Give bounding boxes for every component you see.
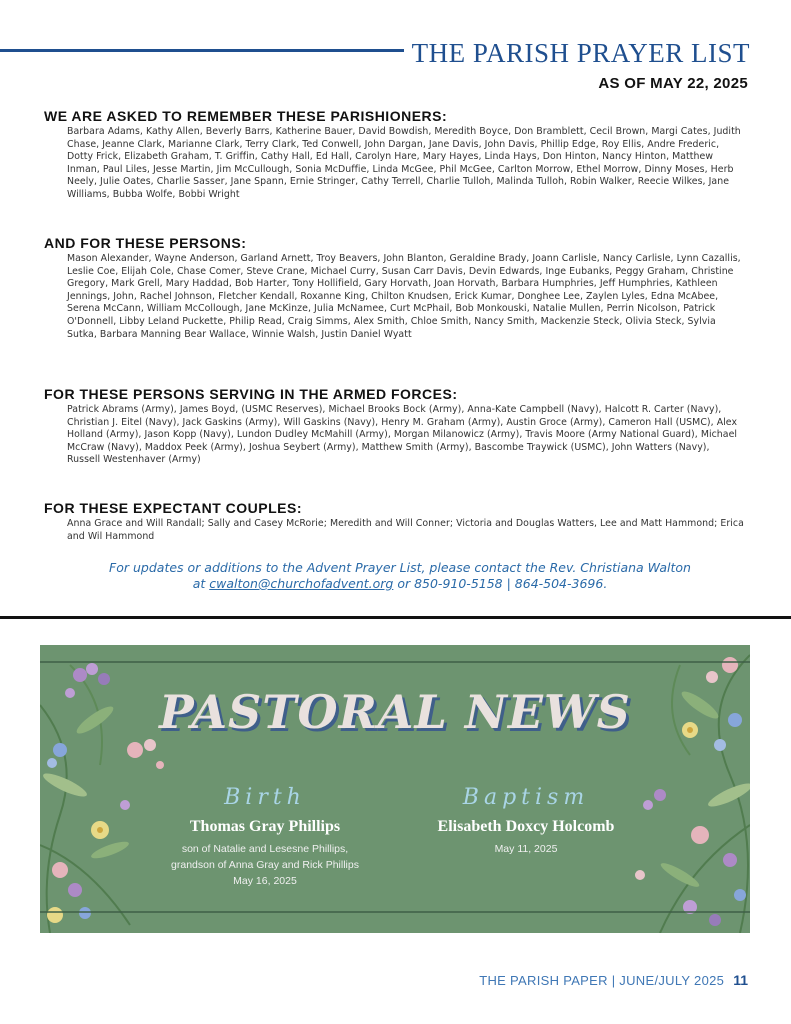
birth-announcement — [135, 785, 395, 889]
parishioners-names: Barbara Adams, Kathy Allen, Beverly Barrs, Katherine Bauer, David Bowdish, Meredith Boyce, Don Bramblett, Cecil Brown, Margi Cates, Judith Chase, Jeanne Clark, Marianne Clark, Terry Clark, Ted Conwell, John Dargan, Jane Davis, John Davis, Phillip Edge, Roy Ellis, Andre Frederic, Dotty Frick, Elizabeth Graham, T. Griffin, Cathy Hall, Ed Hall, Carolyn Hare, Mary Hayes, Linda Hays, Don Hinton, Nancy Hinton, Matthew Inman, Paul Liles, Jesse Martin, Jim McCullough, Sonia McDuffie, Linda McGee, Phil McGee, Carlton Morrow, Ethel Morrow, Dinny Moses, Herb Neely, Julie Oates, Charlie Sasser, Jane Spann, Ernie Stringer, Cathy Terrell, Charlie Tulloh, Malinda Tulloh, Robin Walker, Reecie Wilkes, Jane Williams, Bubba Wolfe, Bobbi Wright — [67, 126, 741, 200]
baptism-date: May 11, 2025 — [494, 843, 558, 855]
banner-bottom-band — [40, 911, 750, 913]
armed-forces-names: Patrick Abrams (Army), James Boyd, (USMC Reserves), Michael Brooks Bock (Army), Anna-Kate Campbell (Navy), Halcott R. Carter (Navy), Christian J. Eitel (Navy), Jack Gaskins (Army), Will Gaskins (Navy), Henry M. Graham (Army), Austin Groce (Army), Cameron Hall (USMC), Alex Holland (Army), Jason Kopp (Navy), Lundon Dudley McMahill (Army), Morgan Milanowicz (Army), Travis Moore (Army National Guard), Michael McCraw (Navy), Maddox Peek (Army), Joshua Seybert (Army), Matthew Smith (Army), Bascombe Traywick (USMC), John Watters (Navy), Russell Westenhaver (Army) — [67, 404, 738, 466]
birth-parents: son of Natalie and Lesesne Phillips, — [181, 843, 349, 855]
baptism-label: Baptism — [462, 785, 590, 810]
expectant-couples-names: Anna Grace and Will Randall; Sally and Casey McRorie; Meredith and Will Conner; Victoria and Douglas Watters, Lee and Matt Hammond; Erica and Wil Hammond — [67, 518, 744, 542]
birth-label: Birth — [224, 785, 306, 810]
page-number: 11 — [733, 972, 748, 988]
expectant-couples-heading: FOR THESE EXPECTANT COUPLES: — [44, 500, 302, 516]
contact-email-link[interactable]: cwalton@churchofadvent.org — [209, 576, 394, 591]
other-persons-section — [44, 235, 744, 341]
page-title: THE PARISH PRAYER LIST — [411, 38, 750, 68]
footer-publication: THE PARISH PAPER | JUNE/JULY 2025 — [479, 973, 725, 988]
contact-note — [44, 560, 756, 592]
pastoral-news-title: PASTORAL NEWS — [159, 685, 631, 739]
baptism-announcement — [396, 785, 656, 857]
other-persons-heading: AND FOR THESE PERSONS: — [44, 235, 247, 251]
section-divider — [0, 616, 791, 619]
armed-forces-heading: FOR THESE PERSONS SERVING IN THE ARMED FORCES: — [44, 386, 458, 402]
contact-at: at — [192, 576, 210, 591]
parishioners-section — [44, 108, 744, 202]
baptism-name: Elisabeth Doxcy Holcomb — [437, 818, 615, 835]
expectant-couples-section — [44, 500, 744, 543]
birth-date: May 16, 2025 — [233, 875, 297, 887]
birth-details — [135, 841, 395, 889]
other-persons-names: Mason Alexander, Wayne Anderson, Garland Arnett, Troy Beavers, John Blanton, Geraldine Brady, Joann Carlisle, Nancy Carlisle, Lynn Cazallis, Leslie Coe, Elijah Cole, Chase Comer, Steve Crane, Michael Curry, Susan Carr Davis, Devin Edwards, Inge Eubanks, Peggy Graham, Christine Gregory, Mark Grell, Mary Haddad, Bob Harter, Tony Hollifield, Gary Horvath, Joan Horvath, Barbara Humphries, Jeff Humphries, Kathleen Jennings, John, Rachel Johnson, Fletcher Kendall, Roxanne King, Chilton Knudsen, Erick Kumar, Donghee Lee, Zaylen Lyles, Edna McAbee, Serena McCann, William McCollough, Jane McKinze, Julia McNamee, Curt McPhail, Bob Monkouski, Natalie Mullen, Perrin Nicolson, Patrick O'Donnell, Libby Leland Puckette, Philip Read, Craig Simms, Alex Smith, Chloe Smith, Nancy Smith, Mackenzie Steck, Olivia Steck, Sylvia Sutka, Barbara Manning Bear Wallace, Winnie Walsh, Justin Daniel Wyatt — [67, 253, 741, 340]
parishioners-heading: WE ARE ASKED TO REMEMBER THESE PARISHIONERS: — [44, 108, 448, 124]
pastoral-news-banner — [40, 645, 750, 933]
header-rule — [0, 49, 404, 52]
banner-top-band — [40, 661, 750, 663]
page-footer — [479, 972, 748, 990]
prayer-list-date: AS OF MAY 22, 2025 — [598, 75, 748, 92]
contact-phones: or 850-910-5158 | 864-504-3696. — [393, 576, 608, 591]
armed-forces-section — [44, 386, 744, 467]
birth-grandparents: grandson of Anna Gray and Rick Phillips — [171, 859, 359, 871]
birth-name: Thomas Gray Phillips — [189, 818, 341, 835]
baptism-details — [396, 841, 656, 857]
contact-line-1: For updates or additions to the Advent Prayer List, please contact the Rev. Christiana Walton — [109, 560, 691, 575]
